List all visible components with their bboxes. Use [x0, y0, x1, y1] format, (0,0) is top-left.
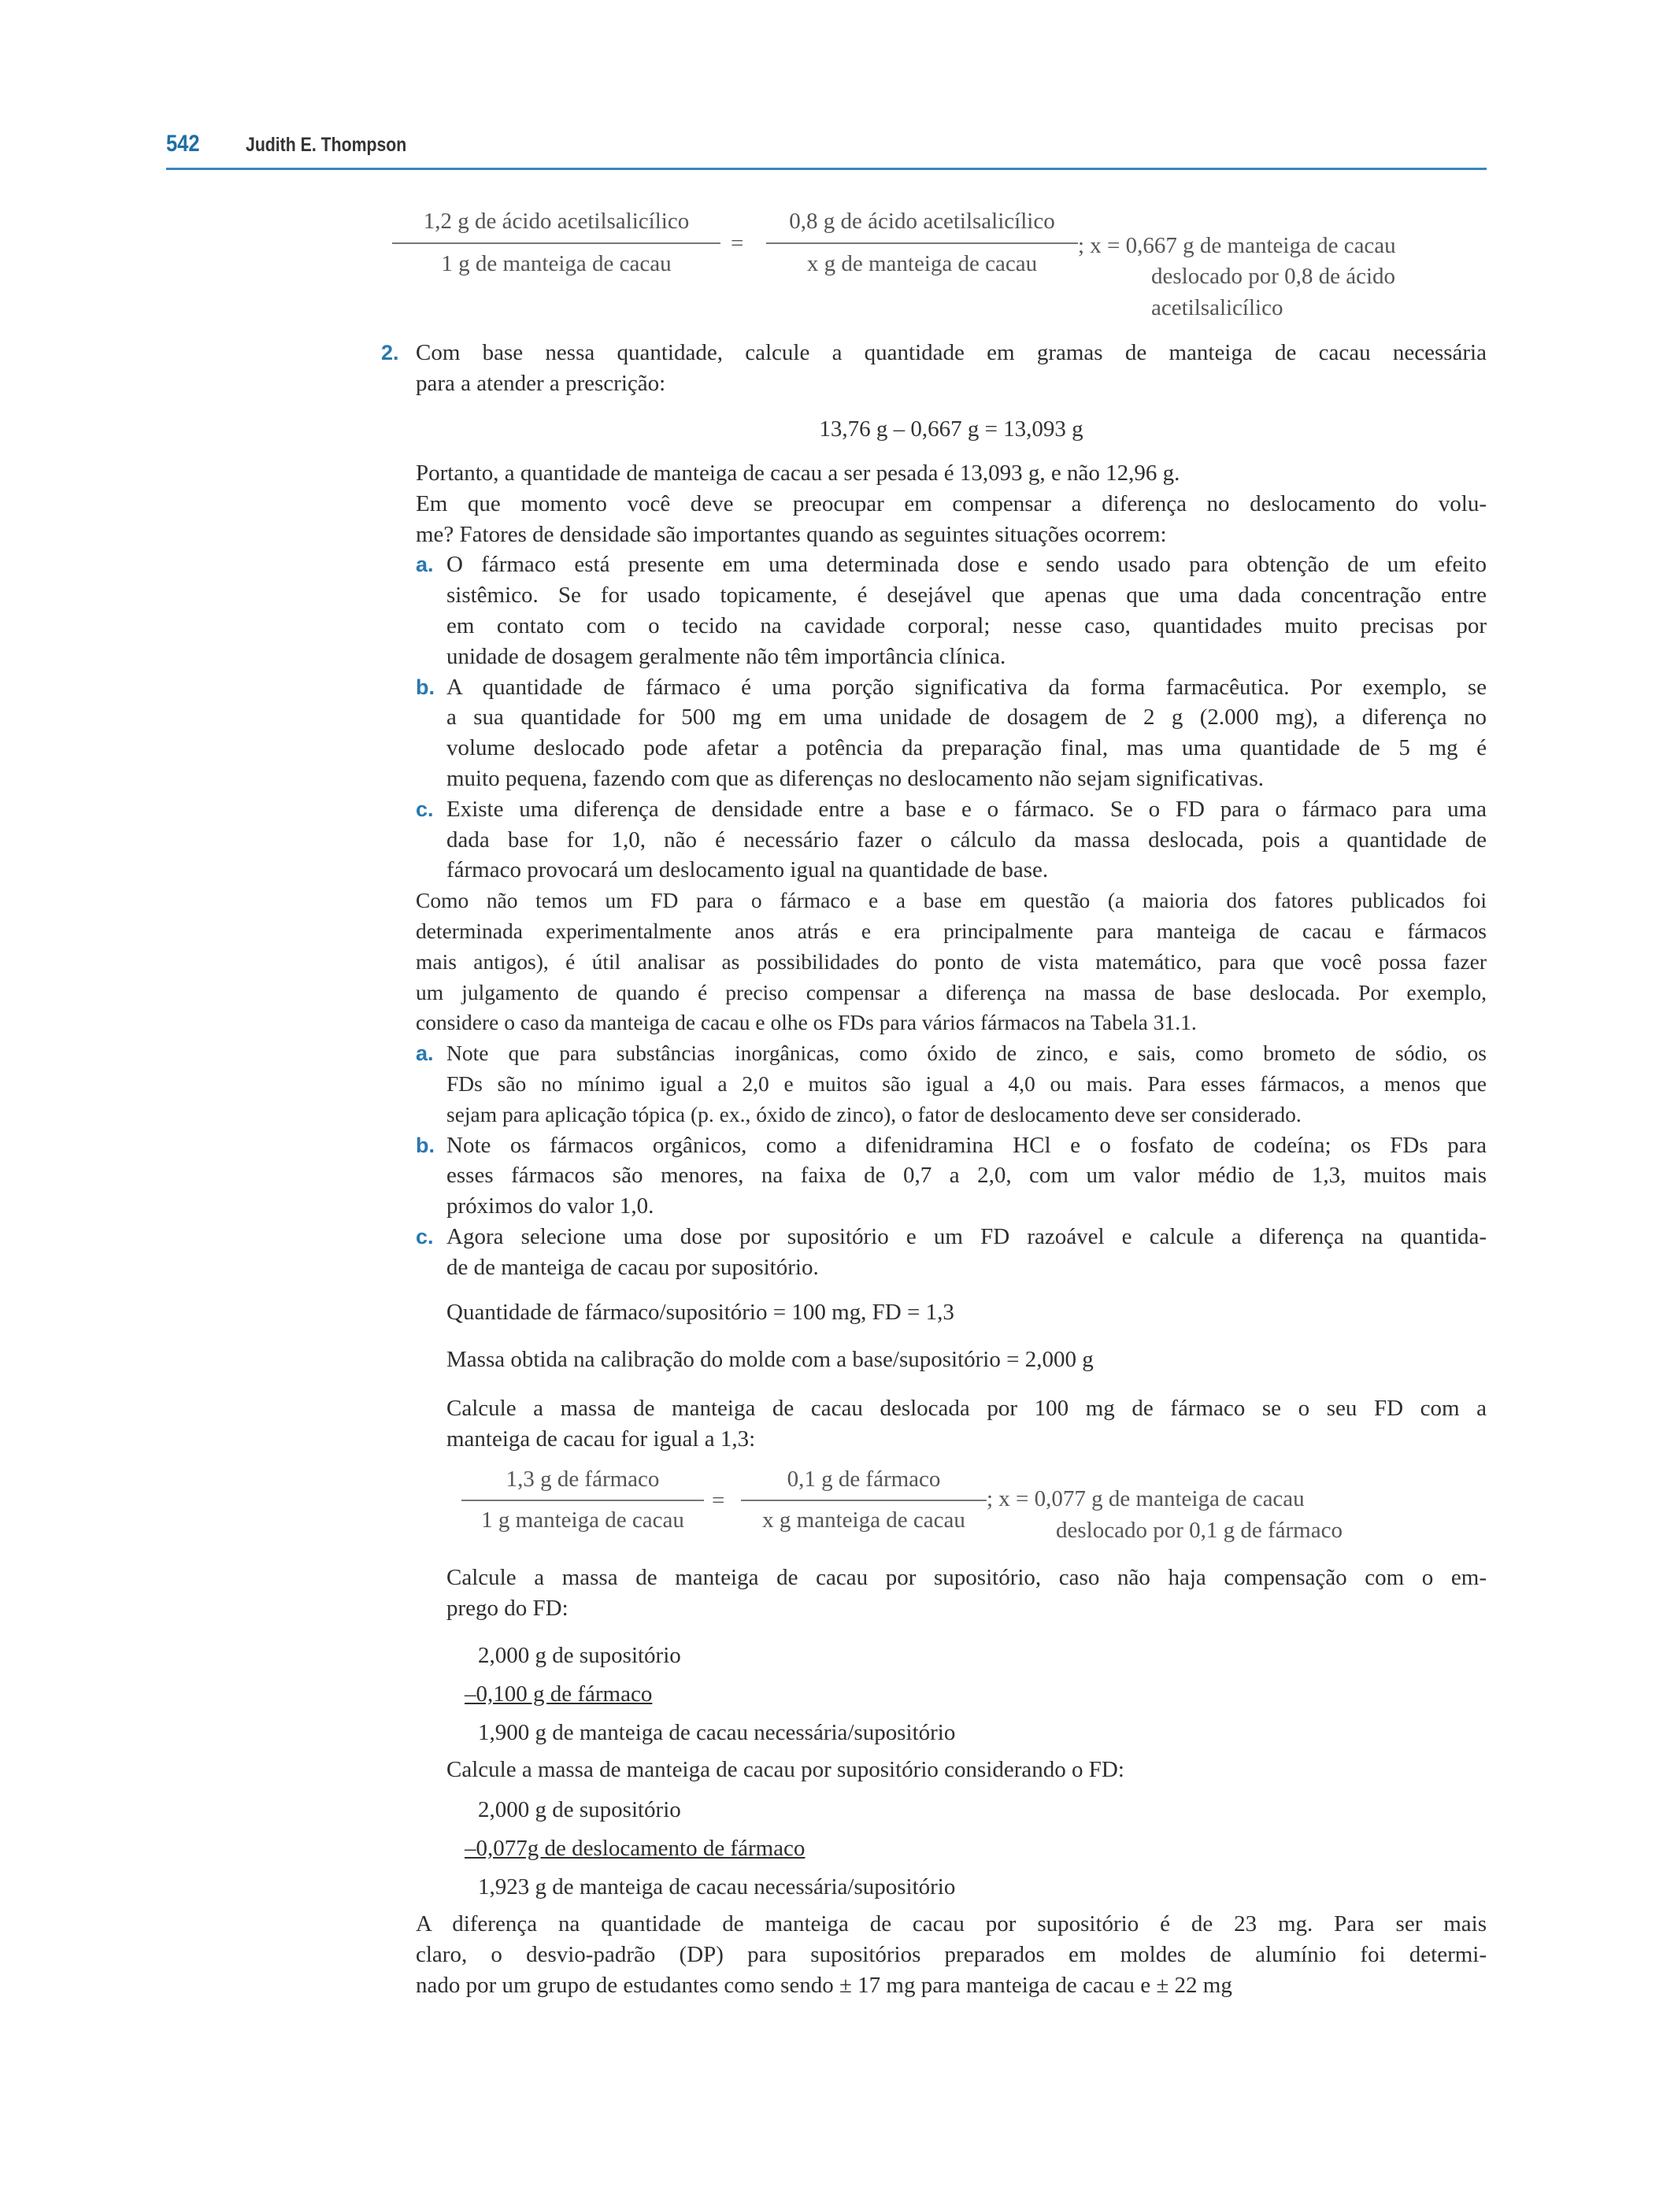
text-line: claro, o desvio-padrão (DP) para supositórios preparados em moldes de alumínio foi determi-	[416, 1941, 1487, 1967]
text-line: A diferença na quantidade de manteiga de cacau por supositório é de 23 mg. Para ser mais	[416, 1911, 1487, 1936]
text-line: de de manteiga de cacau por supositório.	[446, 1254, 819, 1280]
fraction-denominator: x g manteiga de cacau	[762, 1507, 965, 1533]
calc-line: 2,000 g de supositório	[478, 1797, 681, 1822]
text-line: Calcule a massa de manteiga de cacau por supositório, caso não haja compensação com o em-	[446, 1565, 1487, 1590]
paragraph	[446, 1297, 1487, 1328]
text-line: prego do FD:	[446, 1595, 569, 1621]
text-line: FDs são no mínimo igual a 2,0 e muitos são igual a 4,0 ou mais. Para esses fármacos, a menos que	[446, 1071, 1487, 1096]
text-line: sejam para aplicação tópica (p. ex., óxido de zinco), o fator de deslocamento deve ser considerado.	[446, 1101, 1302, 1126]
text-line: Portanto, a quantidade de manteiga de cacau a ser pesada é 13,093 g, e não 12,96 g.	[416, 461, 1180, 486]
text-line: em contato com o tecido na cavidade corporal; nesse caso, quantidades muito precisas por	[446, 612, 1487, 638]
list-item-label: a.	[416, 1041, 434, 1066]
list-item	[446, 794, 1487, 886]
fraction-numerator: 0,1 g de fármaco	[787, 1467, 941, 1492]
text-line: Massa obtida na calibração do molde com a base/supositório = 2,000 g	[446, 1347, 1094, 1372]
paragraph	[416, 489, 1487, 550]
list-item	[446, 1038, 1487, 1130]
fraction-bar	[461, 1500, 704, 1501]
item-label: 2.	[381, 341, 399, 364]
text-line: Como não temos um FD para o fármaco e a base em questão (a maioria dos fatores publicados foi	[416, 888, 1487, 913]
list-item	[446, 1222, 1487, 1283]
text-line: um julgamento de quando é preciso compensar a diferença na massa de base deslocada. Por exemplo,	[416, 979, 1487, 1004]
fraction-denominator: x g de manteiga de cacau	[806, 251, 1038, 276]
text-line: considere o caso da manteiga de cacau e olhe os FDs para vários fármacos na Tabela 31.1.	[416, 1010, 1197, 1035]
fraction-result: ; x = 0,077 g de manteiga de cacau	[987, 1486, 1305, 1511]
calc-line: 2,000 g de supositório	[478, 1643, 681, 1668]
text-line: nado por um grupo de estudantes como sendo ± 17 mg para manteiga de cacau e ± 22 mg	[416, 1972, 1232, 1998]
calc-line-subtracted: –0,077g de deslocamento de fármaco	[465, 1836, 806, 1861]
list-item-label: b.	[416, 675, 435, 699]
fraction-result: ; x = 0,667 g de manteiga de cacau	[1078, 233, 1396, 258]
text-line: a sua quantidade for 500 mg em uma unidade de dosagem de 2 g (2.000 mg), a diferença no	[446, 705, 1487, 731]
list-item	[446, 1130, 1487, 1222]
fraction-numerator: 1,3 g de fármaco	[506, 1467, 660, 1492]
text-line: sistêmico. Se for usado topicamente, é desejável que apenas que uma dada concentração entre	[446, 583, 1487, 608]
fraction-result: acetilsalicílico	[1151, 295, 1283, 320]
fraction-denominator: 1 g manteiga de cacau	[481, 1507, 684, 1533]
text-line: unidade de dosagem geralmente não têm importância clínica.	[446, 643, 1006, 669]
item-2-text	[416, 338, 1487, 399]
header-rule	[166, 168, 1487, 170]
paragraph	[446, 1393, 1487, 1455]
text-line: fármaco provocará um deslocamento igual na quantidade de base.	[446, 857, 1049, 883]
list-item-label: c.	[416, 1224, 434, 1248]
paragraph	[416, 886, 1487, 1038]
fraction-numerator: 0,8 g de ácido acetilsalicílico	[789, 209, 1055, 234]
fraction-denominator: 1 g de manteiga de cacau	[441, 251, 672, 276]
fraction-numerator: 1,2 g de ácido acetilsalicílico	[423, 209, 690, 234]
calc-line-result: 1,900 g de manteiga de cacau necessária/supositório	[478, 1720, 956, 1745]
text-line: Agora selecione uma dose por supositório e um FD razoável e calcule a diferença na quantida-	[446, 1223, 1487, 1249]
paragraph	[446, 1563, 1487, 1624]
fraction-bar	[766, 242, 1078, 244]
paragraph	[416, 458, 1487, 489]
list-item	[446, 549, 1487, 671]
text-line: O fármaco está presente em uma determinada dose e sendo usado para obtenção de um efeito	[446, 552, 1487, 578]
text-line: Calcule a massa de manteiga de cacau deslocada por 100 mg de fármaco se o seu FD com a	[446, 1396, 1487, 1421]
text-line: Quantidade de fármaco/supositório = 100 mg, FD = 1,3	[446, 1300, 954, 1325]
text-line: Com base nessa quantidade, calcule a quantidade em gramas de manteiga de cacau necessária	[416, 340, 1487, 365]
fraction-bar	[741, 1500, 987, 1501]
text-line: próximos do valor 1,0.	[446, 1193, 654, 1219]
fraction-result: deslocado por 0,8 de ácido	[1151, 264, 1396, 289]
page-number: 542	[166, 131, 200, 157]
text-line: me? Fatores de densidade são importantes quando as seguintes situações ocorrem:	[416, 521, 1167, 547]
equals-sign: =	[712, 1488, 725, 1513]
list-item-label: c.	[416, 797, 434, 821]
text-line: Existe uma diferença de densidade entre a base e o fármaco. Se o FD para o fármaco para uma	[446, 796, 1487, 822]
text-line: A quantidade de fármaco é uma porção significativa da forma farmacêutica. Por exemplo, se	[446, 674, 1487, 700]
paragraph	[446, 1345, 1487, 1375]
text-line: Em que momento você deve se preocupar em compensar a diferença no deslocamento do volu-	[416, 490, 1487, 516]
paragraph	[416, 1909, 1487, 2000]
text-line: esses fármacos são menores, na faixa de 0,7 a 2,0, com um valor médio de 1,3, muitos mais	[446, 1163, 1487, 1189]
text-line: volume deslocado pode afetar a potência da preparação final, mas uma quantidade de 5 mg é	[446, 735, 1487, 761]
paragraph	[446, 1755, 1487, 1785]
fraction-result: deslocado por 0,1 g de fármaco	[1056, 1518, 1343, 1543]
fraction-bar	[392, 242, 720, 244]
text-line: para a atender a prescrição:	[416, 370, 666, 396]
equals-sign: =	[731, 231, 744, 256]
calc-line-result: 1,923 g de manteiga de cacau necessária/supositório	[478, 1874, 956, 1899]
text-line: Note que para substâncias inorgânicas, como óxido de zinco, e sais, como brometo de sódio, os	[446, 1041, 1487, 1066]
text-line: manteiga de cacau for igual a 1,3:	[446, 1426, 756, 1452]
list-item	[446, 672, 1487, 794]
calc-line-subtracted: –0,100 g de fármaco	[465, 1681, 653, 1707]
text-line: Note os fármacos orgânicos, como a difenidramina HCl e o fosfato de codeína; os FDs para	[446, 1132, 1487, 1158]
text-line: muito pequena, fazendo com que as diferenças no deslocamento não sejam significativas.	[446, 765, 1264, 791]
text-line: Calcule a massa de manteiga de cacau por supositório considerando o FD:	[446, 1757, 1124, 1782]
text-line: determinada experimentalmente anos atrás e era principalmente para manteiga de cacau e fármacos	[416, 918, 1487, 943]
text-line: dada base for 1,0, não é necessário fazer o cálculo da massa deslocada, pois a quantidade de	[446, 827, 1487, 853]
list-item-label: a.	[416, 553, 434, 577]
equation: 13,76 g – 0,667 g = 13,093 g	[819, 416, 1083, 442]
text-line: mais antigos), é útil analisar as possibilidades do ponto de vista matemático, para que você possa fazer	[416, 949, 1487, 974]
running-head-author: Judith E. Thompson	[246, 134, 407, 156]
list-item-label: b.	[416, 1133, 435, 1157]
